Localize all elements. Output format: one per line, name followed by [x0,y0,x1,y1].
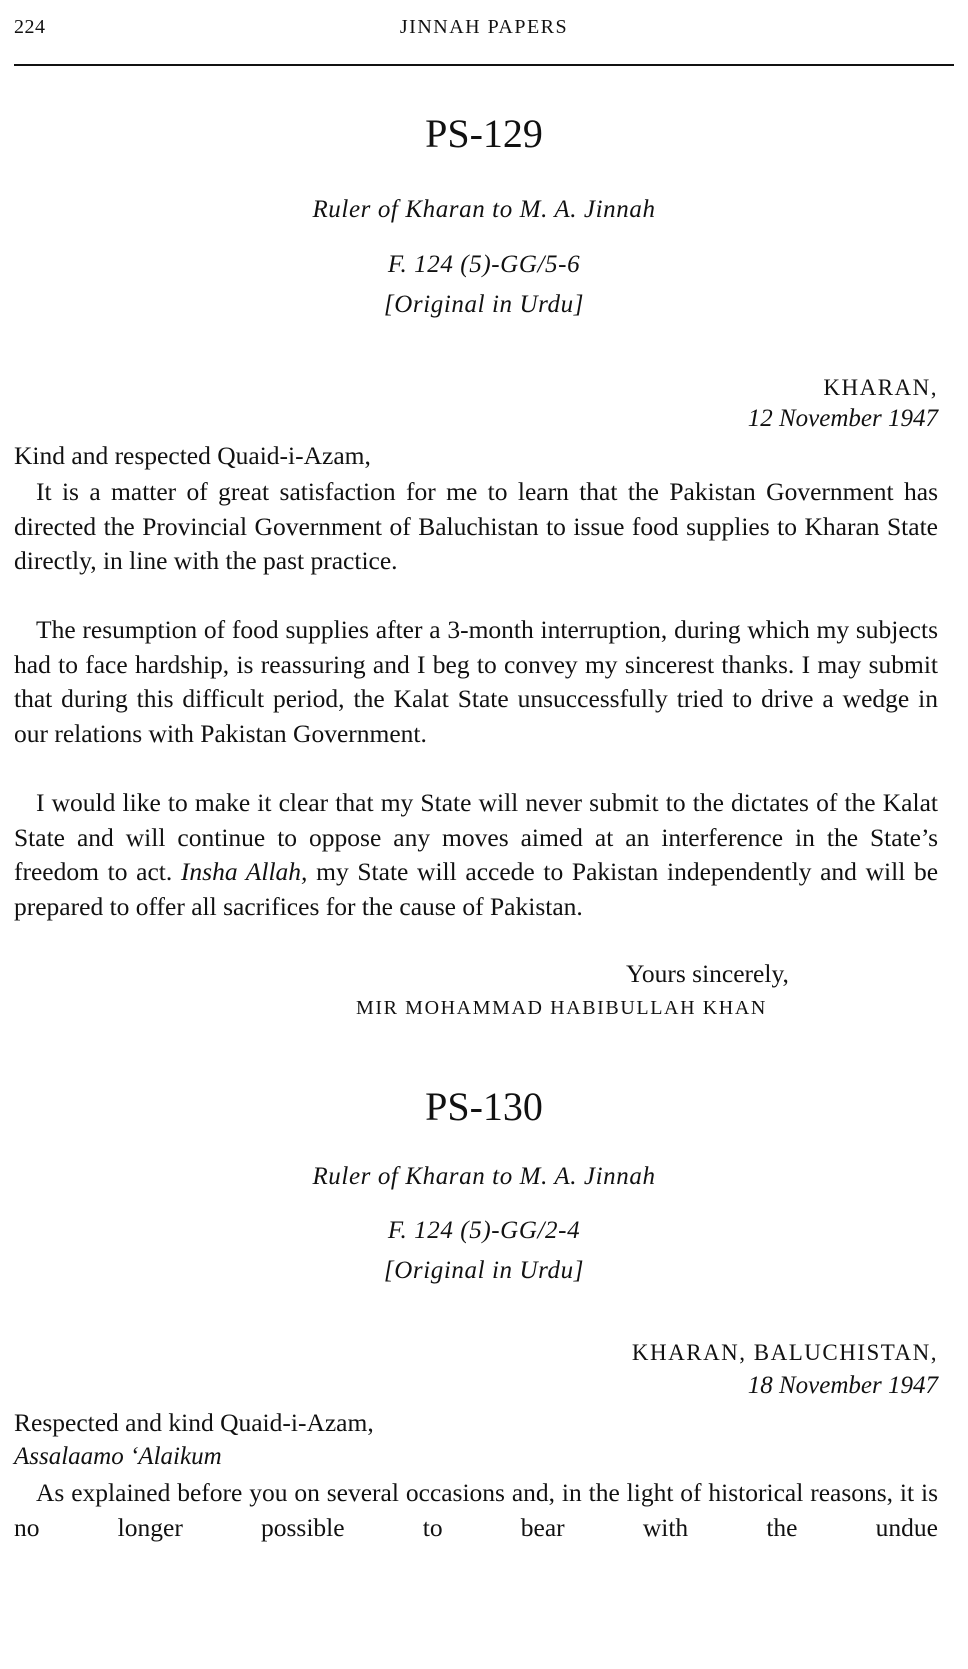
original-language-note: [Original in Urdu] [383,291,585,318]
letter-place: KHARAN, [823,375,938,400]
original-language-note: [Original in Urdu] [383,1257,585,1284]
document-id: PS-130 [425,1084,543,1129]
file-reference: F. 124 (5)-GG/2-4 [387,1217,581,1244]
signatory: MIR MOHAMMAD HABIBULLAH KHAN [356,997,767,1019]
body-paragraph: It is a matter of great satisfaction for me to learn that the Pakistan Government has directed the Provincial Government of Baluchistan to issue food supplies to Kharan State directly, in line with the past practice. [14,477,938,575]
body-paragraph: As explained before you on several occasions and, in the light of historical reasons, it is no longer possible to bear with the undue [14,1478,938,1542]
running-title: JINNAH PAPERS [399,16,569,38]
document-title: Ruler of Kharan to M. A. Jinnah [312,1163,656,1190]
letter-date: 12 November 1947 [747,405,938,432]
greeting: Assalaamo ‘Alaikum [14,1443,222,1470]
page-number: 224 [14,16,46,38]
letter-date: 18 November 1947 [747,1372,938,1399]
letter-place: KHARAN, BALUCHISTAN, [631,1340,938,1365]
file-reference: F. 124 (5)-GG/5-6 [387,251,581,278]
italic-phrase: Insha Allah, [180,857,308,886]
salutation: Kind and respected Quaid-i-Azam, [14,441,371,470]
closing: Yours sincerely, [626,959,789,988]
header-rule [14,64,954,66]
page-header [14,16,954,46]
document-title: Ruler of Kharan to M. A. Jinnah [312,196,656,223]
body-paragraph: The resumption of food supplies after a 3-month interruption, during which my subjects had to face hardship, is reassuring and I beg to convey my sincerest thanks. I may submit that during this difficult period, the Kalat State unsuccessfully tried to drive a wedge in our relations with Pakistan Government. [14,615,938,748]
salutation: Respected and kind Quaid-i-Azam, [14,1408,374,1437]
document-id: PS-129 [425,111,543,156]
body-paragraph: I would like to make it clear that my State will never submit to the dictates of the Kalat State and will continue to oppose any moves aimed at an interference in the State’s freedom to act. Insha Allah, my State will accede to Pakistan independently and will be prepared to offer all sacrifices for the cause of Pakistan. [14,788,939,921]
